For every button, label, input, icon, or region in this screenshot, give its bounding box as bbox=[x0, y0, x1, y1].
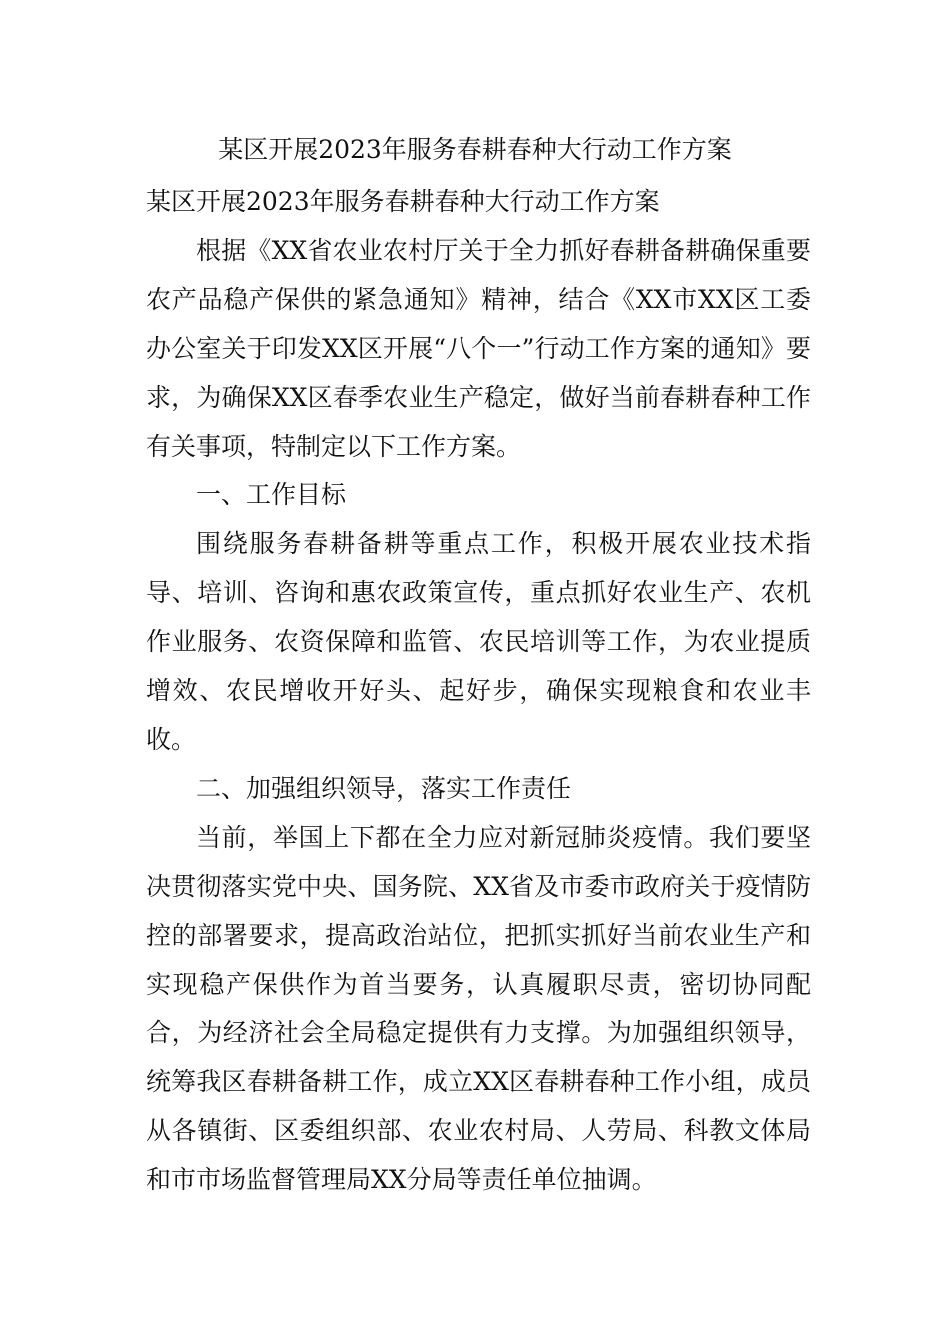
intro-paragraph: 根据《XX省农业农村厅关于全力抓好春耕备耕确保重要农产品稳产保供的紧急通知》精神，结合《XX市XX区工委办公室关于印发XX区开展“八个一”行动工作方案的通知》要求，为确保XX区春季农业生产稳定，做好当前春耕春种工作有关事项，特制定以下工作方案。 bbox=[146, 235, 811, 461]
document-subtitle: 某区开展2023年服务春耕春种大行动工作方案 bbox=[146, 187, 660, 216]
document-title: 某区开展2023年服务春耕春种大行动工作方案 bbox=[218, 135, 732, 164]
section-body-goals: 围绕服务春耕备耕等重点工作，积极开展农业技术指导、培训、咨询和惠农政策宣传，重点抓好农业生产、农机作业服务、农资保障和监管、农民培训等工作，为农业提质增效、农民增收开好头、起好步，确保实现粮食和农业丰收。 bbox=[146, 529, 811, 754]
document-body bbox=[146, 178, 811, 1205]
section-body-leadership: 当前，举国上下都在全力应对新冠肺炎疫情。我们要坚决贯彻落实党中央、国务院、XX省及市委市政府关于疫情防控的部署要求，提高政治站位，把抓实抓好当前农业生产和实现稳产保供作为首当要务，认真履职尽责，密切协同配合，为经济社会全局稳定提供有力支撑。为加强组织领导，统筹我区春耕备耕工作，成立XX区春耕春种工作小组，成员从各镇街、区委组织部、农业农村局、人劳局、科教文体局和市市场监督管理局XX分局等责任单位抽调。 bbox=[146, 822, 811, 1195]
section-heading-leadership: 二、加强组织领导，落实工作责任 bbox=[196, 773, 572, 803]
section-heading-goals: 一、工作目标 bbox=[196, 480, 347, 510]
